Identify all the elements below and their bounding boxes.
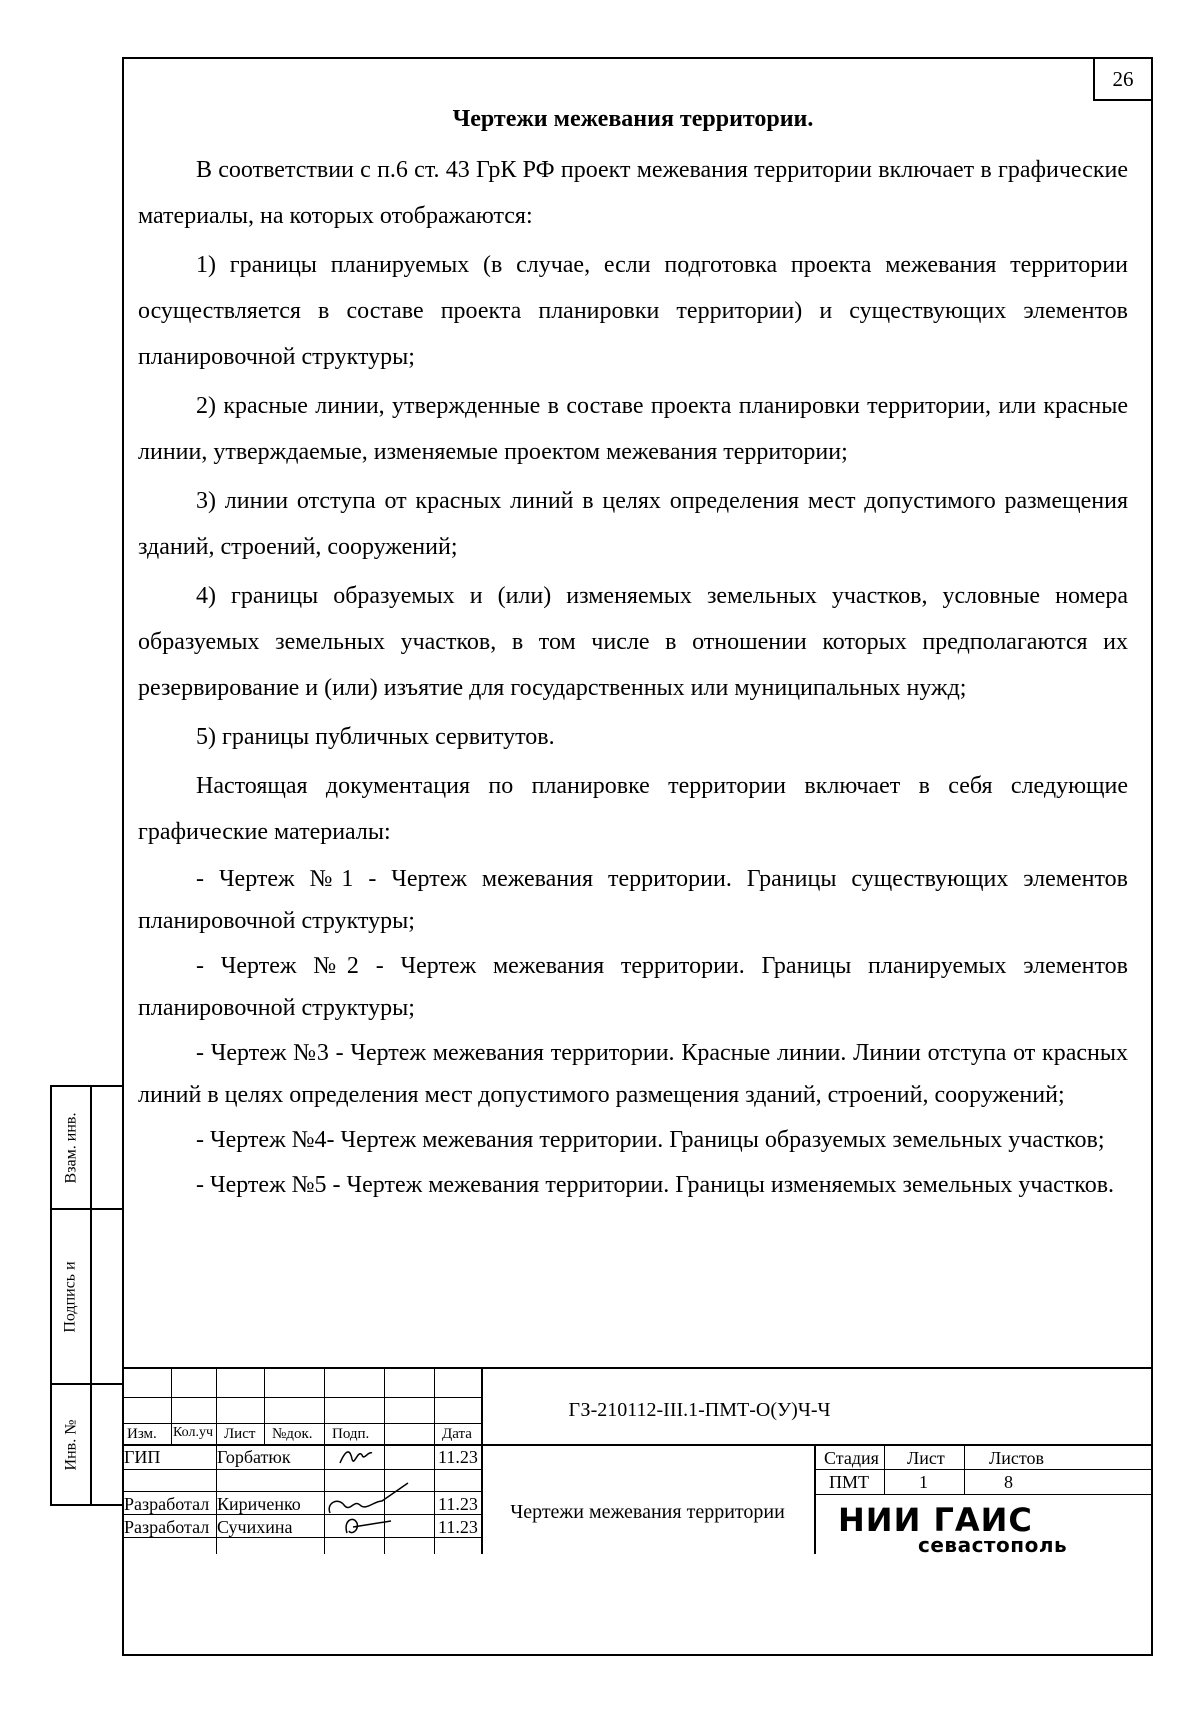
list-item: - Чертеж №2 - Чертеж межевания территории. Границы планируемых элементов планировочной структуры;: [138, 953, 1128, 1021]
document-title: Чертежи межевания территории.: [452, 106, 814, 132]
logo-sub-text: севастополь: [918, 1533, 1068, 1557]
row-name-suchikhina: Сучихина: [217, 1517, 293, 1537]
side-stamp-vzam-inv: [50, 1085, 122, 1210]
paragraph: В соответствии с п.6 ст. 43 ГрК РФ проект межевания территории включает в графические материалы, на которых отображаются:: [138, 157, 1128, 229]
row-role-gip: ГИП: [124, 1447, 161, 1467]
side-stamp-inv-no: [50, 1385, 122, 1506]
page-number: 26: [1093, 59, 1151, 101]
list-item: 1) границы планируемых (в случае, если подготовка проекта межевания территории осуществляется в составе проекта планировки территории) и существующих элементов планировочной структуры;: [138, 252, 1128, 370]
list-item: - Чертеж №5 - Чертеж межевания территории. Границы изменяемых земельных участков.: [196, 1172, 1115, 1198]
company-logo: [824, 1501, 1154, 1557]
side-label-podpis: Подпись и: [62, 1260, 80, 1333]
sheets-value: 8: [1004, 1472, 1013, 1492]
sheet-value: 1: [919, 1472, 928, 1492]
document-name: Чертежи межевания территории: [510, 1501, 785, 1523]
page-frame: [122, 57, 1153, 1656]
paragraph: Настоящая документация по планировке территории включает в себя следующие графические материалы:: [138, 773, 1128, 845]
list-item: - Чертеж №3 - Чертеж межевания территории. Красные линии. Линии отступа от красных линий в целях определения мест допустимого размещения зданий, строений, сооружений;: [138, 1040, 1128, 1108]
side-stamp-podpis: [50, 1210, 122, 1385]
row-name-kirichenko: Кириченко: [217, 1494, 301, 1514]
row-role-razrabotal: Разработал: [124, 1494, 210, 1514]
list-item: 3) линии отступа от красных линий в целях определения мест допустимого размещения зданий, строений, сооружений;: [138, 488, 1128, 560]
logo-main-text: НИИ ГАИС: [838, 1501, 1033, 1539]
row-name-gorbatyuk: Горбатюк: [217, 1447, 291, 1467]
signature-3: [339, 1511, 399, 1544]
signature-1: [336, 1445, 376, 1474]
sheet-label: Лист: [907, 1448, 945, 1468]
row-date: 11.23: [438, 1494, 478, 1514]
header-list: Лист: [224, 1426, 256, 1442]
row-date: 11.23: [438, 1447, 478, 1467]
document-code: ГЗ-210112-III.1-ПМТ-О(У)Ч-Ч: [568, 1399, 831, 1421]
list-item: 5) границы публичных сервитутов.: [196, 724, 555, 750]
list-item: - Чертеж №1 - Чертеж межевания территории. Границы существующих элементов планировочной структуры;: [138, 866, 1128, 934]
side-label-vzam-inv: Взам. инв.: [62, 1112, 79, 1183]
row-role-razrabotal: Разработал: [124, 1517, 210, 1537]
row-date: 11.23: [438, 1517, 478, 1537]
stage-label: Стадия: [824, 1448, 879, 1468]
header-ndok: №док.: [272, 1426, 313, 1442]
header-podp: Подп.: [332, 1426, 370, 1442]
document-body: [138, 99, 1128, 1209]
list-item: 2) красные линии, утвержденные в составе проекта планировки территории, или красные линии, утверждаемые, изменяемые проектом межевания территории;: [138, 393, 1128, 465]
list-item: 4) границы образуемых и (или) изменяемых земельных участков, условные номера образуемых земельных участков, в том числе в отношении которых предполагаются их резервирование и (или) изъятие для государственных или муниципальных нужд;: [138, 583, 1128, 701]
sheets-label: Листов: [989, 1448, 1044, 1468]
header-izm: Изм.: [127, 1426, 157, 1442]
header-kol-uch: Кол.уч: [173, 1425, 213, 1440]
stage-value: ПМТ: [829, 1472, 869, 1492]
side-label-inv-no: Инв. №: [62, 1419, 79, 1470]
header-data: Дата: [442, 1426, 472, 1442]
title-block: [124, 1367, 1151, 1557]
list-item: - Чертеж №4- Чертеж межевания территории. Границы образуемых земельных участков;: [196, 1127, 1105, 1153]
